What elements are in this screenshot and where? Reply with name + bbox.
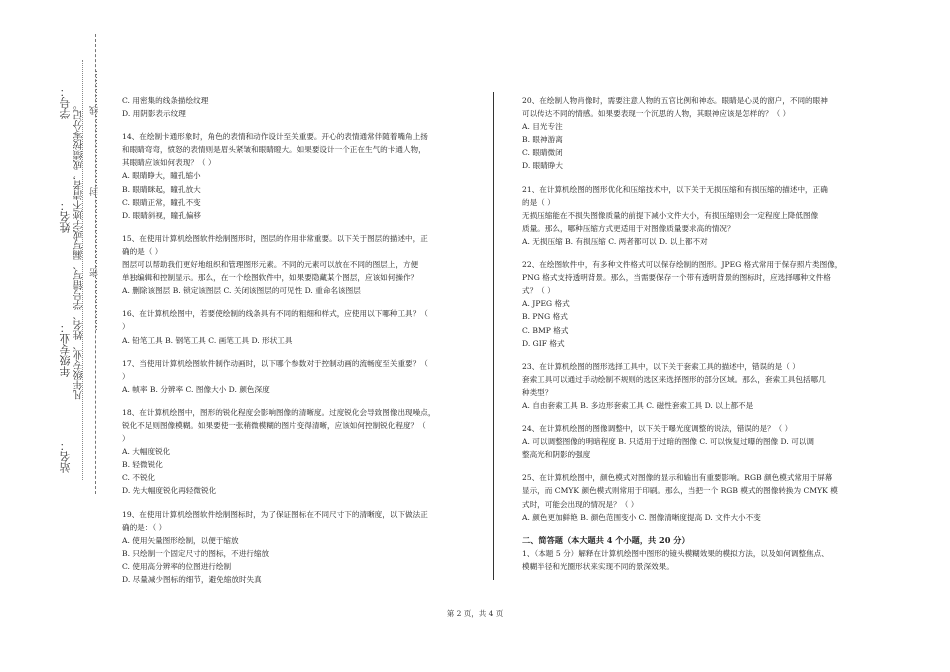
question-line: A. 眼睛睁大，瞳孔缩小 [122, 171, 201, 181]
question-line: B. PNG 格式 [522, 312, 568, 322]
major-label: 年级专业： [59, 322, 72, 377]
question-line: A. 颜色更加鲜艳 B. 颜色范围变小 C. 图像清晰度提高 D. 文件大小不变 [522, 512, 761, 522]
question-line: 确的是：（ ） [122, 522, 167, 532]
question-line: 式？（ ） [522, 286, 555, 296]
question-line: 整高光和阴影的强度 [522, 450, 591, 460]
question-block [122, 508, 472, 587]
column-divider [493, 92, 494, 580]
question-line: ） [122, 322, 130, 332]
question-line: D. 尽量减少图标的细节，避免缩放时失真 [122, 575, 262, 584]
question-block [522, 360, 868, 412]
question-line: A. 使用矢量图形绘制，以便于缩放 [122, 535, 239, 545]
question-line: D. 眼睛斜视，瞳孔偏移 [122, 210, 201, 220]
question-line: 和眼睛弯弯，愤怒的表情则是眉头紧皱和眼睛瞪大。如果要设计一个正在生气的卡通人物， [122, 145, 426, 155]
question-line: 17、当使用计算机绘图软件制作动画时，以下哪个参数对于控制动画的流畅度至关重要？（ [122, 358, 428, 368]
question-line: 确的是（ ） [122, 246, 163, 256]
question-line: B. 眼睛眯起，瞳孔放大 [122, 184, 201, 194]
question-line: 的是（ ） [522, 197, 555, 207]
right-column [522, 94, 868, 573]
question-line: 24、在计算机绘图的图像调整中，以下关于曝光度调整的说法，错误的是？（ ） [522, 424, 793, 434]
question-line: B. 只绘制一个固定尺寸的图标，不进行缩放 [122, 548, 270, 558]
question-block [522, 471, 868, 523]
question-line: 锐化不足则图像模糊。如果要使一张稍微模糊的图片变得清晰，应该如何控制锐化程度？（ [122, 420, 426, 430]
question-line: 14、在绘制卡通形象时，角色的表情和动作设计至关重要。开心的表情通常伴随着嘴角上扬 [122, 132, 428, 142]
question-line: D. 用阴影表示纹理 [122, 109, 186, 119]
question-line: ） [122, 371, 130, 381]
short-answer-line: 1、（本题 5 分）解释在计算机绘图中图形的镜头模糊效果的模拟方法，以及如何调整焦点、 [522, 548, 829, 558]
question-line: 21、在计算机绘图的图形优化和压缩技术中，以下关于无损压缩和有损压缩的描述中，正确 [522, 184, 828, 194]
binding-margin [0, 0, 110, 672]
question-line: 其眼睛应该如何表现？（ ） [122, 158, 216, 168]
name-label: 姓名： [59, 200, 72, 233]
question-line: 图层可以帮助我们更好地组织和管理图形元素。不同的元素可以放在不同的图层上，方便 [122, 260, 419, 270]
section-title: 二、简答题（本大题共 4 个小题，共 20 分） [522, 534, 690, 545]
student-id-label: 学号： [59, 86, 72, 119]
district-label: 站名： [59, 440, 72, 473]
question-line: C. 眼睛微闭 [522, 148, 563, 158]
question-line: 20、在绘制人物肖像时，需要注意人物的五官比例和神态。眼睛是心灵的窗户，不同的眼神 [522, 96, 828, 105]
question-line: 18、在计算机绘图中，图形的锐化程度会影响图像的清晰度。过度锐化会导致图像出现噪点， [122, 407, 436, 417]
question-line: D. 眼睛睁大 [522, 161, 564, 171]
question-line: A. 目光专注 [522, 122, 563, 132]
question-line: 22、在绘图软件中，有多种文件格式可以保存绘制的图形。JPEG 格式常用于保存照片类图像， [522, 260, 843, 270]
question-line: C. 用密集的线条描绘纹理 [122, 96, 209, 105]
question-line: 15、在使用计算机绘图软件绘制图形时，图层的作用非常重要。以下关于图层的描述中，正 [122, 233, 428, 243]
question-line: 无损压缩能在不损失图像质量的前提下减小文件大小，有损压缩则会一定程度上降低图像 [522, 210, 819, 220]
question-line: D. GIF 格式 [522, 338, 565, 348]
question-line: C. 使用高分辨率的位图进行绘制 [122, 561, 232, 571]
question-line: 质量。那么，哪种压缩方式更适用于对图像质量要求高的情况？ [522, 223, 735, 233]
question-line: A. 大幅度锐化 [122, 447, 171, 457]
seal-dots: ………………密……………………封……………………线………… [90, 70, 100, 331]
question-block [122, 232, 472, 297]
question-line: A. 铅笔工具 B. 钢笔工具 C. 画笔工具 D. 形状工具 [122, 335, 293, 345]
question-block [122, 357, 472, 396]
question-block [522, 422, 868, 461]
question-line: ） [122, 434, 130, 444]
question-line: B. 眼神游离 [522, 135, 563, 145]
question-line: C. 不锐化 [122, 473, 156, 483]
question-line: A. 自由套索工具 B. 多边形套索工具 C. 磁性套索工具 D. 以上都不是 [522, 400, 754, 410]
question-line: A. 可以调整图像的明暗程度 B. 只适用于过暗的图像 C. 可以恢复过曝的图像 D. 可以调 [522, 437, 814, 447]
question-line: 23、在计算机绘图的图形选择工具中，以下关于套索工具的描述中，错误的是（ ） [522, 361, 800, 371]
question-line: A. 帧率 B. 分辨率 C. 图像大小 D. 颜色深度 [122, 384, 270, 394]
question-block [522, 183, 868, 248]
question-line: 单独编辑和控制显示。那么，在一个绘图软件中，如果要隐藏某个图层，应该如何操作？ [122, 273, 419, 283]
question-line: 式时，可能会出现的情况是？（ ） [522, 499, 639, 509]
question-line: 可以传达不同的情感。如果要表现一个沉思的人物，其眼神应该是怎样的？（ ） [522, 109, 791, 119]
question-block [122, 94, 472, 120]
question-line: 显示，而 CMYK 颜色模式则常用于印刷。那么，当把一个 RGB 模式的图像转换为 CMYK 模 [522, 486, 838, 496]
question-line: 25、在计算机绘图中，颜色模式对图像的显示和输出有重要影响。RGB 颜色模式常用于屏幕 [522, 473, 833, 483]
question-line: 16、在计算机绘图中，若要使绘制的线条具有不同的粗细和样式，应使用以下哪种工具？（ [122, 309, 428, 319]
question-block [522, 258, 868, 350]
page-footer: 第 2 页，共 4 页 [446, 609, 504, 618]
short-answer-line: 模糊半径和光圈形状来实现不同的景深效果。 [522, 561, 674, 571]
question-block [122, 406, 472, 498]
question-line: B. 轻微锐化 [122, 460, 163, 470]
question-line: C. 眼睛正常，瞳孔不变 [122, 197, 201, 207]
binding-notice: 凡年级专业、姓名、学号错写、漏写或字迹不清者，成绩按零分记。 [74, 100, 85, 400]
question-block [122, 130, 472, 222]
question-line: A. 删除该图层 B. 锁定该图层 C. 关闭该图层的可见性 D. 重命名该图层 [122, 286, 361, 296]
question-line: PNG 格式支持透明背景。那么，当需要保存一个带有透明背景的图标时，应选择哪种文件格 [522, 273, 831, 283]
question-line: D. 先大幅度锐化再轻微锐化 [122, 486, 217, 496]
question-block [522, 94, 868, 173]
question-line: A. 无损压缩 B. 有损压缩 C. 两者都可以 D. 以上都不对 [522, 236, 708, 246]
question-line: 19、在使用计算机绘图软件绘制图标时，为了保证图标在不同尺寸下的清晰度，以下做法正 [122, 509, 428, 519]
left-column [122, 94, 472, 586]
question-block [122, 307, 472, 346]
question-line: C. BMP 格式 [522, 325, 569, 335]
question-line: A. JPEG 格式 [522, 299, 570, 309]
question-line: 套索工具可以通过手动绘制不规则的选区来选择图形的部分区域。那么，套索工具包括哪几 [522, 374, 826, 384]
question-line: 种类型？ [522, 387, 553, 397]
